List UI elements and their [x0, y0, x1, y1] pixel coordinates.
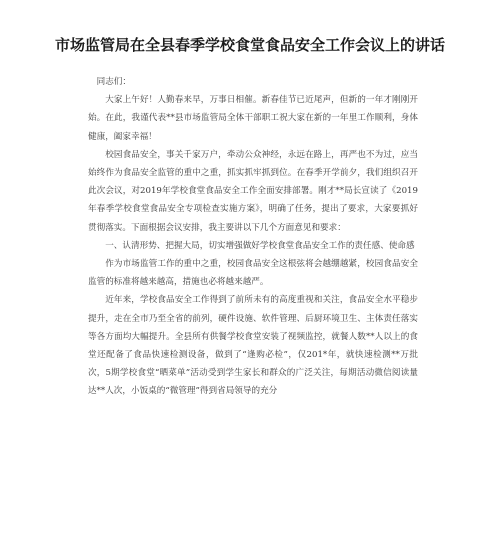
greeting-paragraph: 大家上午好！人勤春来早，万事日相催。新春佳节已近尾声，但新的一年才刚刚开始。在此，我谨代表**县市场监管局全体干部职工祝大家在新的一年里工作顺利，身体健康，阖家幸福！	[88, 95, 418, 142]
body-paragraph: 作为市场监管工作的重中之重，校园食品安全这根弦将会越绷越紧，校园食品安全监管的标准将越来越高，措施也必将越来越严。	[88, 259, 418, 288]
intro-paragraph: 校园食品安全，事关千家万户，牵动公众神经，永远在路上，再严也不为过，应当始终作为食品安全监管的重中之重，抓实抓牢抓到位。在春季开学前夕，我们组织召开此次会议，对2019年学校食堂食品安全工作全面安排部署。刚才**局长宣读了《2019年春季学校食堂食品安全专项检查实施方案》，明确了任务，提出了要求，大家要抓好贯彻落实。下面根据会议安排，我主要讲以下几个方面意见和要求：	[88, 149, 418, 233]
salutation-paragraph: 同志们：	[96, 77, 131, 87]
body-paragraph: 近年来，学校食品安全工作得到了前所未有的高度重视和关注，食品安全水平稳步提升，走在全市乃至全省的前列，硬件设施、软件管理、后厨环境卫生、主体责任落实等各方面均大幅提升。全县所有供餐学校食堂安装了视频监控，就餐人数**人以上的食堂还配备了食品快速检测设备，做到了“逢购必检”，仅201*年，就快速检测**万批次，5期学校食堂“晒菜单”活动受到学生家长和群众的广泛关注，每期活动微信阅读量达**人次，小饭桌的“微管理”得到省局领导的充分	[88, 295, 418, 397]
document-body	[88, 73, 418, 401]
section-heading: 一、认清形势、把握大局，切实增强做好学校食堂食品安全工作的责任感、使命感	[105, 240, 415, 251]
document-title: 市场监管局在全县春季学校食堂食品安全工作会议上的讲话	[54, 36, 445, 54]
